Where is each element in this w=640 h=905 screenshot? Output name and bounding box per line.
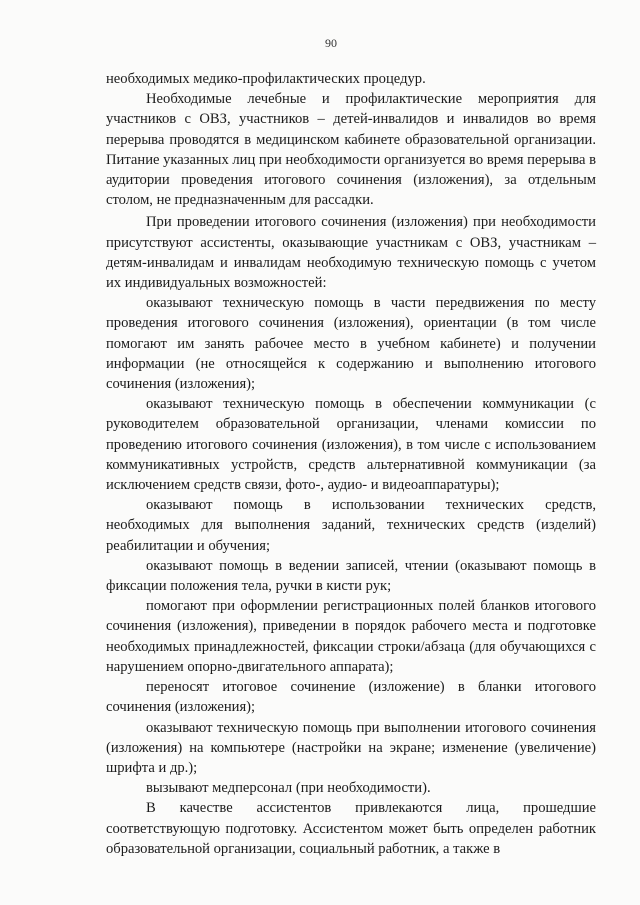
- paragraph-medical-measures: Необходимые лечебные и профилактические мероприятия для участников с ОВЗ, участников – детей-инвалидов и инвалидов во время перерыва проводятся в медицинском кабинете образовательной организации. Питание указанных лиц при необходимости организуется во время перерыва в аудитории проведения итогового сочинения (изложения), за отдельным столом, не предназначенным для рассадки.: [106, 91, 597, 209]
- page-number: 90: [325, 36, 337, 50]
- list-item-call-medical-staff: вызывают медперсонал (при необходимости).: [146, 780, 431, 797]
- list-item-movement-help: оказывают техническую помощь в части передвижения по месту проведения итогового сочинения (изложения), ориентации (в том числе помогают им занять рабочее место в учебном кабинете) и получении информации (не относящейся к содержанию и выполнению итогового сочинения (изложения);: [106, 295, 596, 393]
- paragraph-continuation: необходимых медико-профилактических процедур.: [106, 71, 426, 87]
- list-item-communication-help: оказывают техническую помощь в обеспечении коммуникации (с руководителем образовательной организации, членами комиссии по проведению итогового сочинения (изложения), в том числе с использованием коммуникативных устройств, средств альтернативной коммуникации (за исключением средств связи, фото-, аудио- и видеоаппаратуры);: [106, 396, 596, 494]
- paragraph-assistant-qualification: В качестве ассистентов привлекаются лица, прошедшие соответствующую подготовку. Ассистентом может быть определен работник образовательной организации, социальный работник, а также в: [106, 800, 596, 857]
- list-item-writing-reading: оказывают помощь в ведении записей, чтении (оказывают помощь в фиксации положения тела, ручки в кисти рук;: [106, 557, 596, 595]
- list-item-computer-help: оказывают техническую помощь при выполнении итогового сочинения (изложения) на компьютере (настройки на экране; изменение (увеличение) шрифта и др.);: [106, 719, 596, 776]
- list-item-registration-fields: помогают при оформлении регистрационных полей бланков итогового сочинения (изложения), приведении в порядок рабочего места и подготовке необходимых принадлежностей, фиксации строки/абзаца (для обучающихся с нарушением опорно-двигательного аппарата);: [106, 598, 596, 675]
- list-item-transfer-essay: переносят итоговое сочинение (изложение) в бланки итогового сочинения (изложения);: [106, 679, 596, 716]
- paragraph-assistants-intro: При проведении итогового сочинения (изложения) при необходимости присутствуют ассистенты, оказывающие участникам с ОВЗ, участникам – детям-инвалидам и инвалидам необходимую техническую помощь с учетом их индивидуальных возможностей:: [106, 214, 596, 292]
- list-item-technical-means: оказывают помощь в использовании технических средств, необходимых для выполнения заданий, технических средств (изделий) реабилитации и обучения;: [106, 497, 596, 554]
